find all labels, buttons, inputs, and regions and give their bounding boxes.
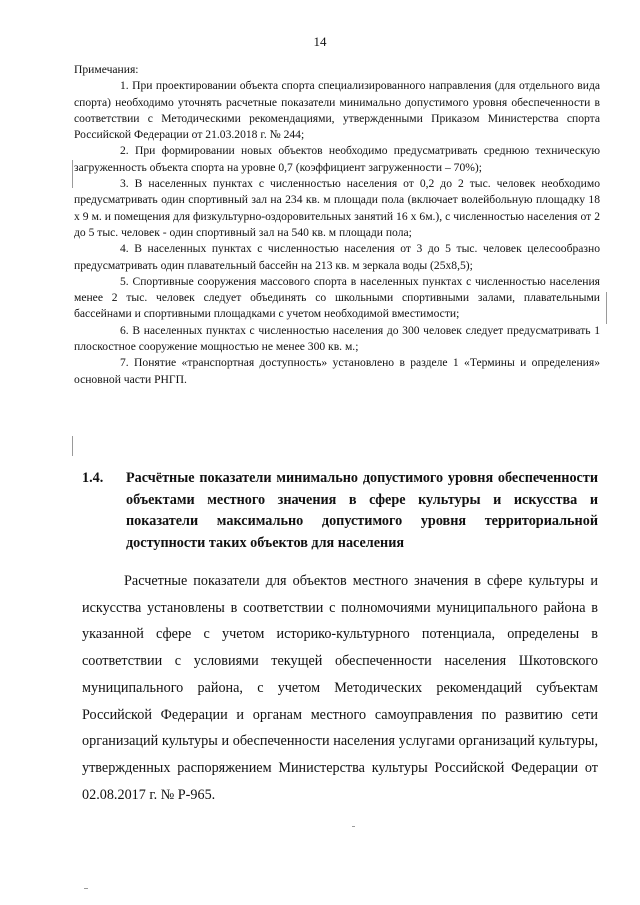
note-item-3: 3. В населенных пунктах с численностью населения от 0,2 до 2 тыс. человек необходимо предусматривать один спортивный зал на 234 кв. м площади пола (включает волейбольную площадку 18 х 9 м. и помещения для физкультурно-оздоровительных занятий 16 х 6м.), с численностью населения от 2 до 5 тыс. человек - один спортивный зал на 540 кв. м площади пола; [74,177,600,239]
section-number: 1.4. [82,470,104,486]
note-item-5: 5. Спортивные сооружения массового спорта в населенных пунктах с численностью населения менее 2 тыс. человек следует объединять со школьными спортивными залами, плавательными бассейнами и спортивными площадками с учетом необходимой вместимости; [74,274,600,321]
notes-title: Примечания: [74,63,139,76]
body-paragraph: Расчетные показатели для объектов местного значения в сфере культуры и искусства установлены в соответствии с полномочиями муниципального района в указанной сфере с учетом историко-культурного потенциала, определены в соответствии с условиями текущей обеспеченности населения Шкотовского муниципального района, с учетом Методических рекомендаций субъектам Российской Федерации и органам местного самоуправления по развитию сети организаций культуры и обеспеченности населения услугами организаций культуры, утвержденных распоряжением Министерства культуры Российской Федерации от 02.08.2017 г. № Р-965. [82,573,598,803]
scan-border-left-lower [72,436,73,456]
page-number: 14 [313,34,327,49]
note-item-6: 6. В населенных пунктах с численностью населения до 300 человек следует предусматривать 1 плоскостное сооружение мощностью не менее 300 кв. м.; [74,323,600,354]
notes-block [74,62,600,388]
section-title: Расчётные показатели минимально допустимого уровня обеспеченности объектами местного значения в сфере культуры и искусства и показатели максимально допустимого уровня территориальной доступности таких объектов для населения [126,470,598,551]
note-item-1: 1. При проектировании объекта спорта специализированного направления (для отдельного вида спорта) необходимо уточнять расчетные показатели минимально допустимого уровня обеспеченности в соответствии с Методическими рекомендациями, утвержденными Приказом Министерства спорта Российской Федерации от 21.03.2018 г. № 244; [74,79,600,142]
scan-border-left [72,160,73,188]
scan-border-right [606,292,607,324]
note-item-2: 2. При формировании новых объектов необходимо предусматривать среднюю техническую загруженность объекта спорта на уровне 0,7 (коэффициент загруженности – 70%); [74,144,600,174]
section-heading [82,468,598,554]
note-item-7: 7. Понятие «транспортная доступность» установлено в разделе 1 «Термины и определения» основной части РНГП. [74,356,600,386]
note-item-4: 4. В населенных пунктах с численностью населения от 3 до 5 тыс. человек целесообразно предусматривать один плавательный бассейн на 213 кв. м зеркала воды (25х8,5); [74,242,600,272]
scan-speck-corner [84,888,88,889]
scan-speck [352,826,355,827]
